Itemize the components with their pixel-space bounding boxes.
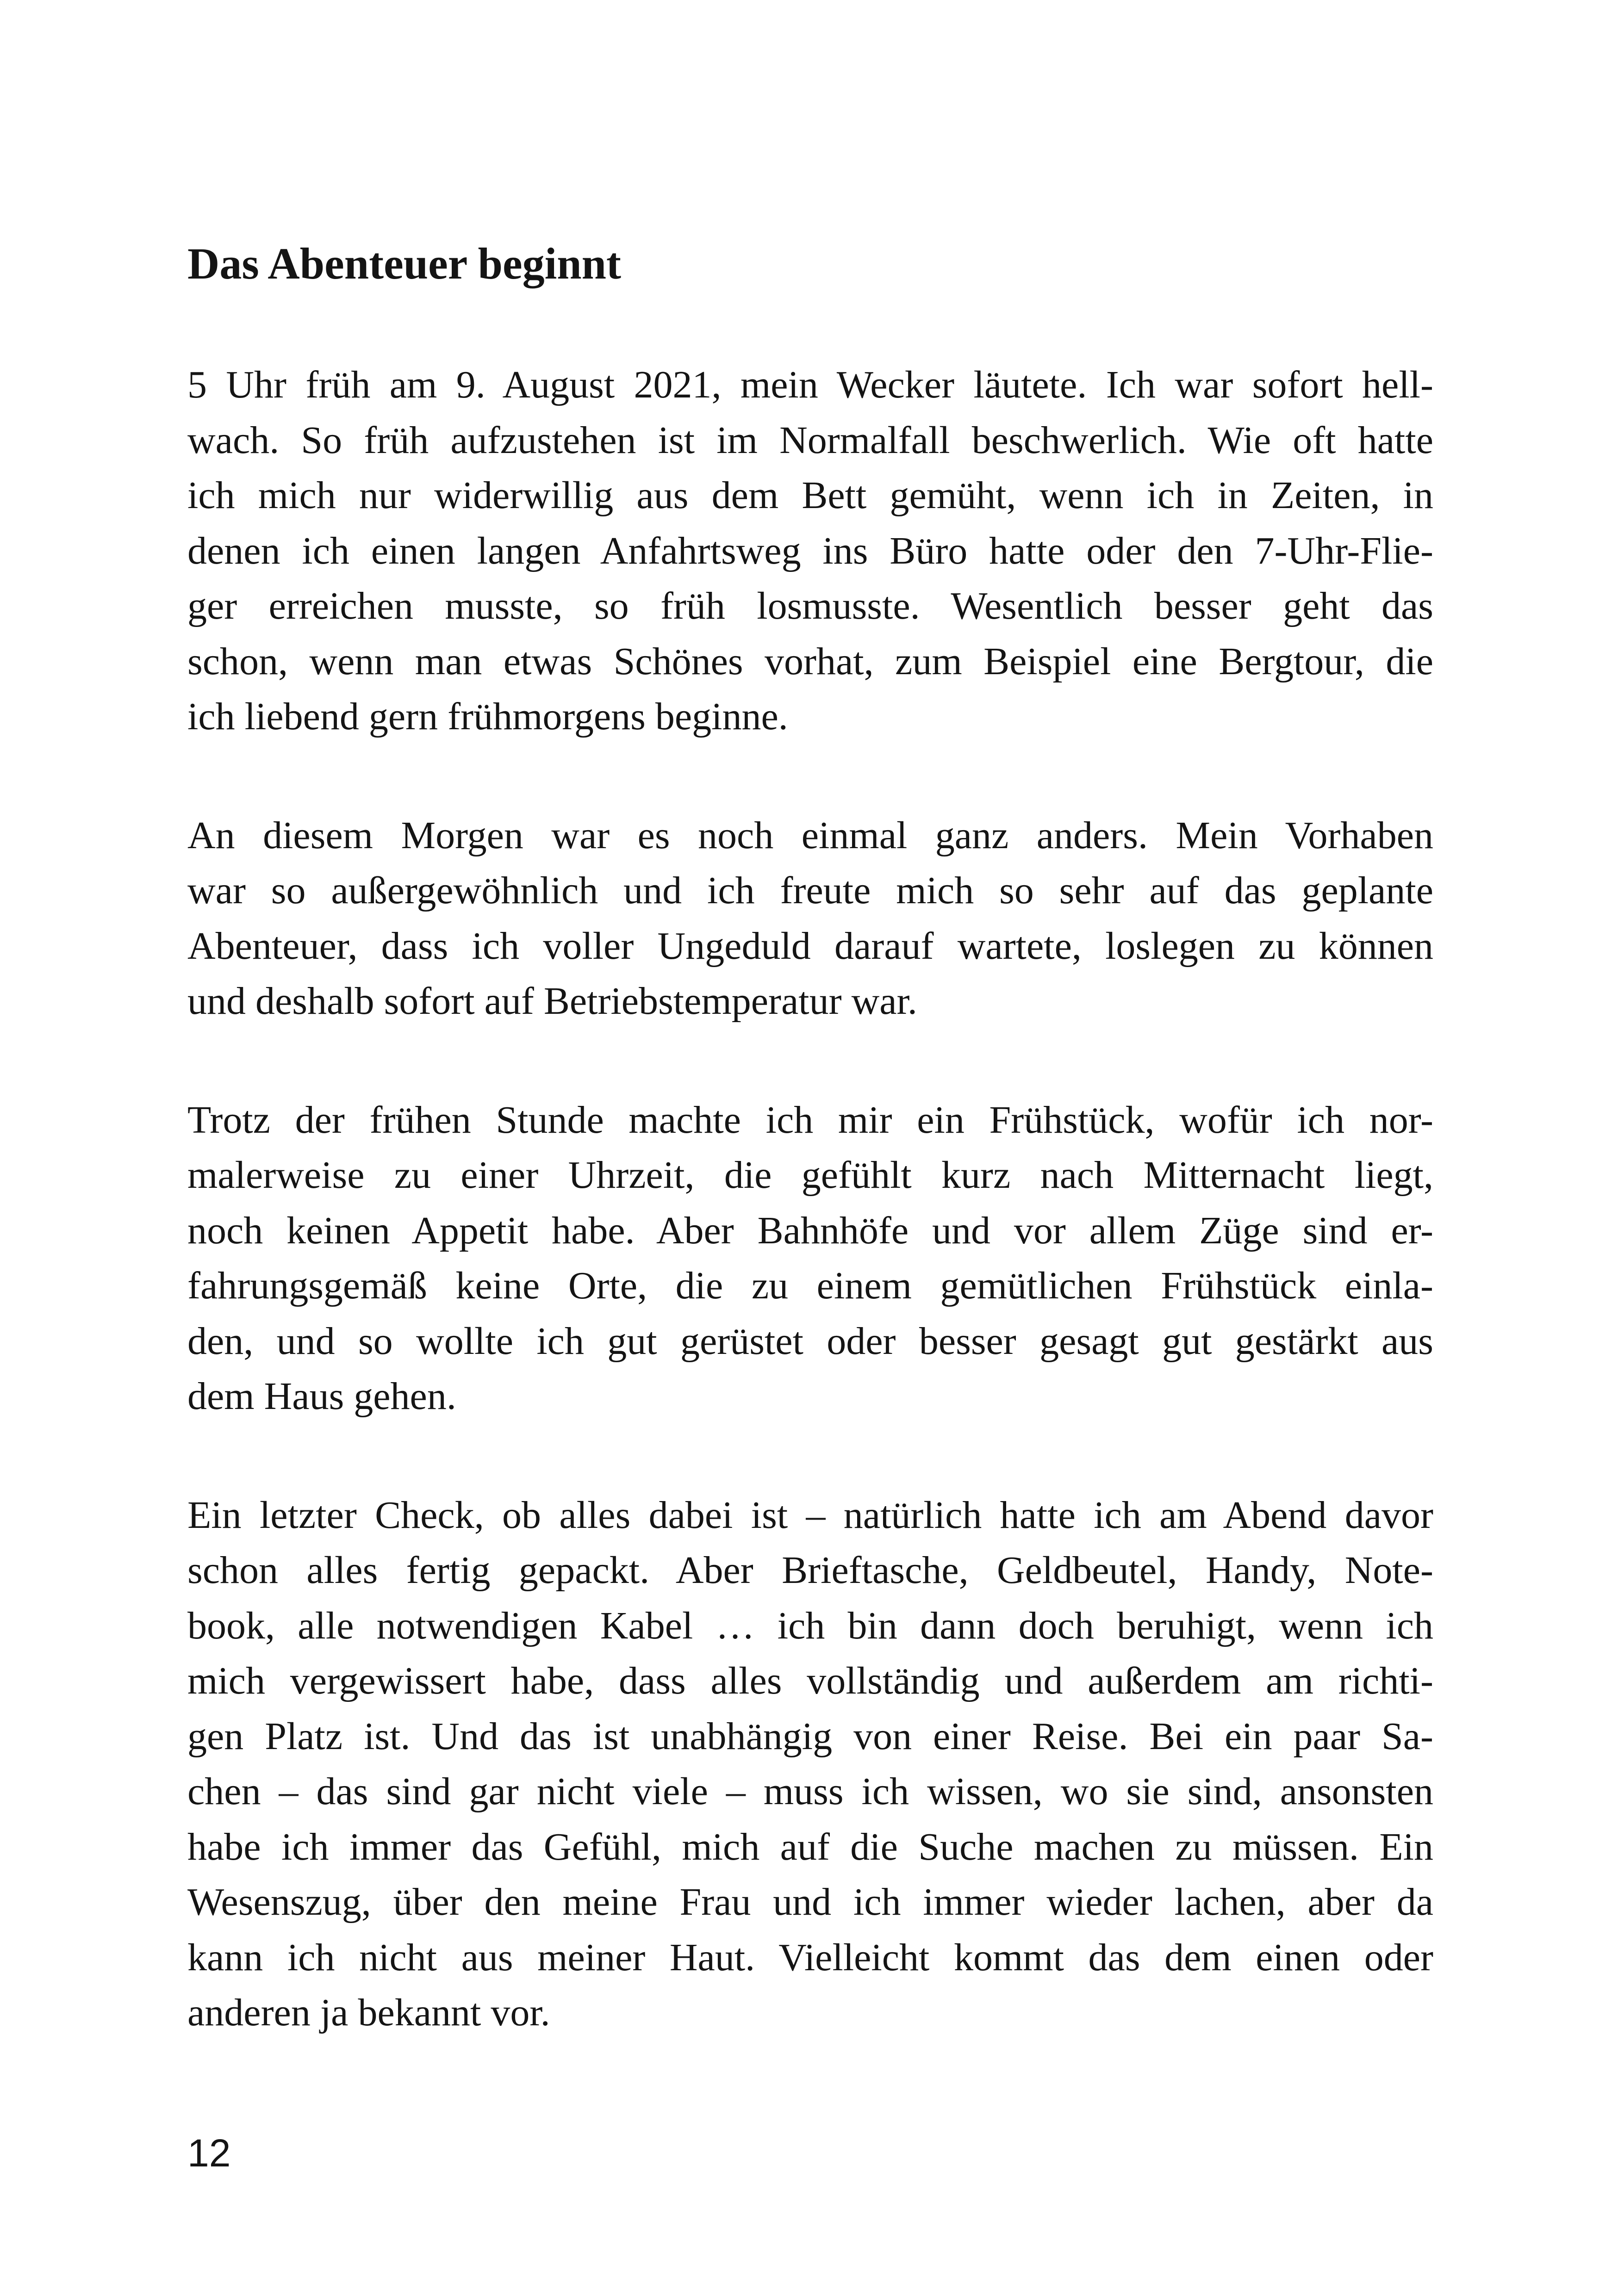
text-line: habe ich immer das Gefühl, mich auf die Suche machen zu müssen. Ein — [187, 1825, 1433, 1868]
text-line: schon alles fertig gepackt. Aber Brieftasche, Geldbeutel, Handy, Note- — [187, 1549, 1433, 1592]
text-line: denen ich einen langen Anfahrtsweg ins Büro hatte oder den 7-Uhr-Flie- — [187, 529, 1433, 572]
text-line: wach. So früh aufzustehen ist im Normalfall beschwerlich. Wie oft hatte — [187, 418, 1433, 462]
text-line: ger erreichen musste, so früh losmusste. Wesentlich besser geht das — [187, 584, 1433, 627]
text-line: schon, wenn man etwas Schönes vorhat, zum Beispiel eine Bergtour, die — [187, 639, 1433, 683]
text-line: Ein letzter Check, ob alles dabei ist – natürlich hatte ich am Abend davor — [187, 1493, 1433, 1537]
text-line: An diesem Morgen war es noch einmal ganz anders. Mein Vorhaben — [187, 813, 1433, 857]
text-line: mich vergewissert habe, dass alles vollständig und außerdem am richti- — [187, 1659, 1433, 1702]
text-line: Wesenszug, über den meine Frau und ich immer wieder lachen, aber da — [187, 1880, 1433, 1924]
page-number: 12 — [187, 2131, 231, 2175]
text-line: den, und so wollte ich gut gerüstet oder besser gesagt gut gestärkt aus — [187, 1319, 1433, 1363]
body-text — [187, 357, 1433, 2104]
chapter-heading: Das Abenteuer beginnt — [187, 239, 621, 288]
paragraph — [187, 357, 1433, 745]
text-line: noch keinen Appetit habe. Aber Bahnhöfe und vor allem Züge sind er- — [187, 1209, 1433, 1252]
text-line: ich liebend gern frühmorgens beginne. — [187, 695, 788, 738]
paragraph — [187, 1092, 1433, 1424]
text-line: dem Haus gehen. — [187, 1375, 456, 1418]
text-line: Abenteuer, dass ich voller Ungeduld darauf wartete, loslegen zu können — [187, 924, 1433, 968]
text-line: 5 Uhr früh am 9. August 2021, mein Wecker läutete. Ich war sofort hell- — [187, 363, 1433, 406]
text-line: book, alle notwendigen Kabel … ich bin dann doch beruhigt, wenn ich — [187, 1604, 1433, 1647]
text-line: chen – das sind gar nicht viele – muss ich wissen, wo sie sind, ansonsten — [187, 1770, 1433, 1813]
paragraph — [187, 1488, 1433, 2041]
text-line: ich mich nur widerwillig aus dem Bett gemüht, wenn ich in Zeiten, in — [187, 474, 1433, 517]
text-line: Trotz der frühen Stunde machte ich mir ein Frühstück, wofür ich nor- — [187, 1098, 1433, 1142]
text-line: war so außergewöhnlich und ich freute mich so sehr auf das geplante — [187, 869, 1433, 912]
paragraph — [187, 808, 1433, 1029]
text-line: malerweise zu einer Uhrzeit, die gefühlt kurz nach Mitternacht liegt, — [187, 1154, 1433, 1197]
text-line: kann ich nicht aus meiner Haut. Vielleicht kommt das dem einen oder — [187, 1936, 1433, 1979]
text-line: gen Platz ist. Und das ist unabhängig von einer Reise. Bei ein paar Sa- — [187, 1714, 1433, 1758]
text-line: anderen ja bekannt vor. — [187, 1991, 550, 2034]
text-line: fahrungsgemäß keine Orte, die zu einem gemütlichen Frühstück einla- — [187, 1264, 1433, 1307]
text-line: und deshalb sofort auf Betriebstemperatur war. — [187, 980, 917, 1023]
